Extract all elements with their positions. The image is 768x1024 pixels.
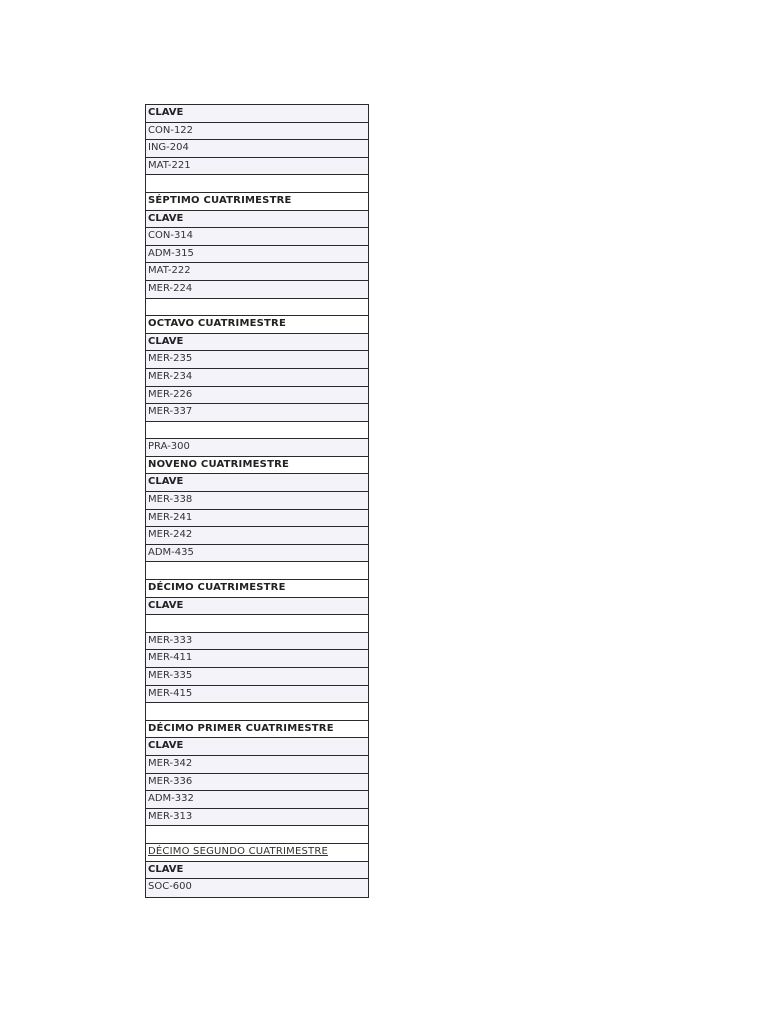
- course-code-cell: MER-333: [146, 633, 368, 651]
- course-code-cell: ADM-332: [146, 791, 368, 809]
- course-code-cell: MER-342: [146, 756, 368, 774]
- course-code-cell: PRA-300: [146, 439, 368, 457]
- course-code-cell: ADM-315: [146, 246, 368, 264]
- clave-header-cell: CLAVE: [146, 738, 368, 756]
- course-code-cell: MER-335: [146, 668, 368, 686]
- course-code-table: [145, 104, 369, 898]
- course-code-cell: MER-235: [146, 351, 368, 369]
- section-title: OCTAVO CUATRIMESTRE: [146, 316, 368, 334]
- empty-row: [146, 422, 368, 440]
- section-title: NOVENO CUATRIMESTRE: [146, 457, 368, 475]
- course-code-cell: ADM-435: [146, 545, 368, 563]
- clave-header-cell: CLAVE: [146, 105, 368, 123]
- course-code-cell: CON-314: [146, 228, 368, 246]
- clave-header-cell: CLAVE: [146, 474, 368, 492]
- empty-row: [146, 299, 368, 317]
- empty-row: [146, 175, 368, 193]
- course-code-cell: MER-336: [146, 774, 368, 792]
- clave-header-cell: CLAVE: [146, 598, 368, 616]
- course-code-cell: MER-242: [146, 527, 368, 545]
- course-code-cell: ING-204: [146, 140, 368, 158]
- course-code-cell: SOC-600: [146, 879, 368, 897]
- course-code-cell: MAT-221: [146, 158, 368, 176]
- course-code-cell: MER-415: [146, 686, 368, 704]
- section-title-link[interactable]: DÉCIMO SEGUNDO CUATRIMESTRE: [146, 844, 368, 862]
- course-code-cell: MAT-222: [146, 263, 368, 281]
- empty-row: [146, 615, 368, 633]
- course-code-cell: MER-226: [146, 387, 368, 405]
- clave-header-cell: CLAVE: [146, 334, 368, 352]
- course-code-cell: CON-122: [146, 123, 368, 141]
- course-code-cell: MER-313: [146, 809, 368, 827]
- clave-header-cell: CLAVE: [146, 211, 368, 229]
- course-code-cell: MER-224: [146, 281, 368, 299]
- course-code-cell: MER-411: [146, 650, 368, 668]
- course-code-cell: MER-234: [146, 369, 368, 387]
- clave-header-cell: CLAVE: [146, 862, 368, 880]
- course-code-cell: MER-338: [146, 492, 368, 510]
- course-code-cell: MER-337: [146, 404, 368, 422]
- empty-row: [146, 703, 368, 721]
- course-code-cell: MER-241: [146, 510, 368, 528]
- section-title: SÉPTIMO CUATRIMESTRE: [146, 193, 368, 211]
- empty-row: [146, 562, 368, 580]
- section-title: DÉCIMO CUATRIMESTRE: [146, 580, 368, 598]
- empty-row: [146, 826, 368, 844]
- section-title: DÉCIMO PRIMER CUATRIMESTRE: [146, 721, 368, 739]
